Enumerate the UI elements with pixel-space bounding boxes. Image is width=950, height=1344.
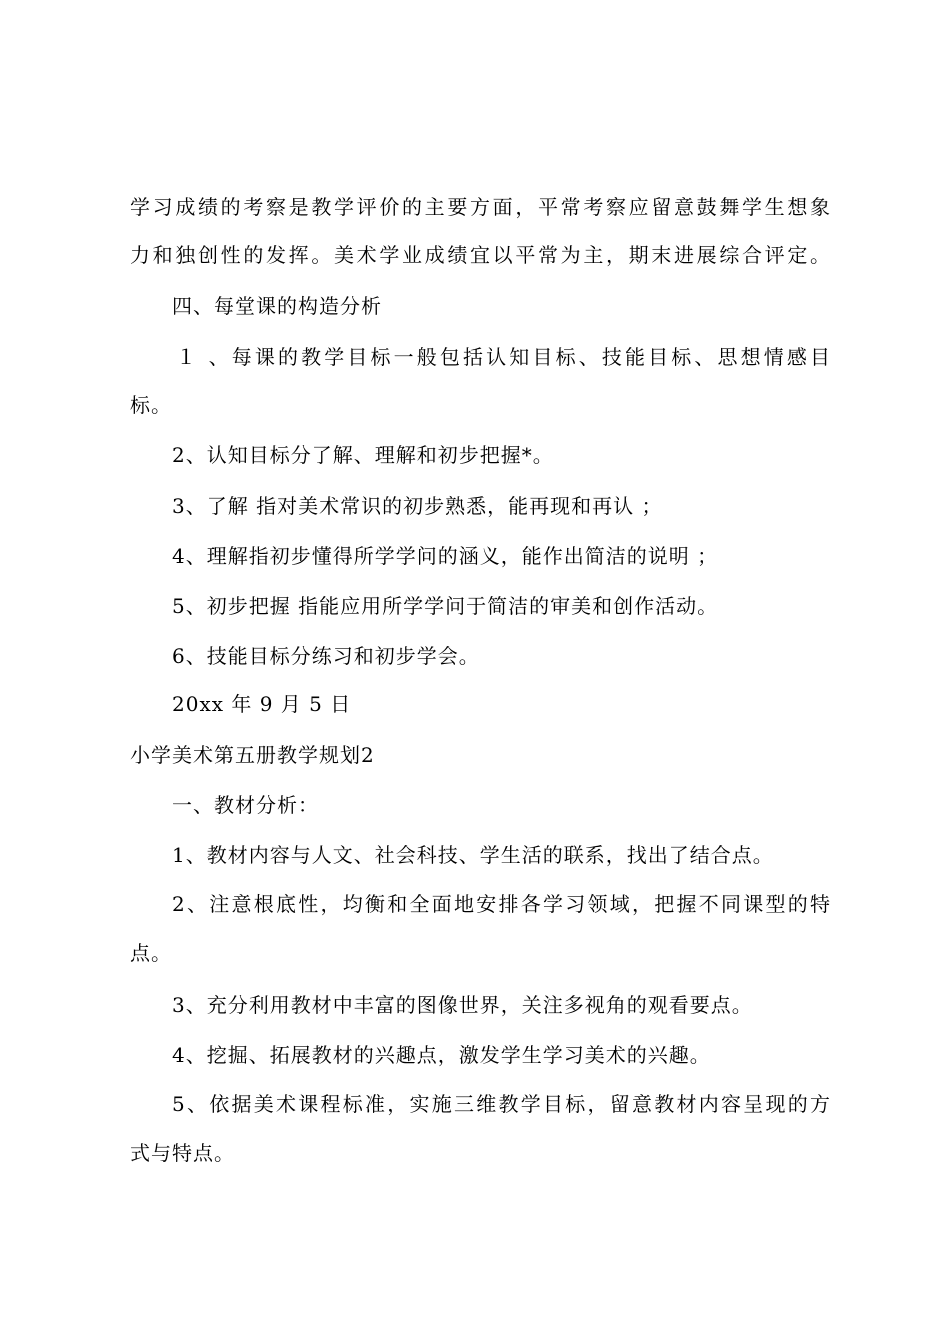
list-item: 2、认知目标分了解、理解和初步把握*。 <box>172 443 554 467</box>
section-heading: 一、教材分析： <box>172 793 319 817</box>
list-item: 6、技能目标分练习和初步学会。 <box>172 644 480 668</box>
paragraph-line: 力和独创性的发挥。美术学业成绩宜以平常为主，期末进展综合评定。 <box>130 243 830 267</box>
paragraph-line: 标。 <box>130 393 172 417</box>
list-item: 4、挖掘、拓展教材的兴趣点，激发学生学习美术的兴趣。 <box>172 1043 711 1067</box>
list-item: 5、初步把握 指能应用所学学问于简洁的审美和创作活动。 <box>172 594 719 618</box>
list-item: 3、了解 指对美术常识的初步熟悉，能再现和再认 ； <box>172 494 663 518</box>
list-item: 3、充分利用教材中丰富的图像世界，关注多视角的观看要点。 <box>172 993 753 1017</box>
paragraph-line: 式与特点。 <box>130 1141 235 1165</box>
list-item: 5、依据美术课程标准，实施三维教学目标，留意教材内容呈现的方 <box>172 1092 830 1116</box>
list-item: 4、理解指初步懂得所学学问的涵义，能作出简洁的说明 ； <box>172 544 719 568</box>
paragraph-line: 点。 <box>130 941 172 965</box>
paragraph-line: １ 、每课的教学目标一般包括认知目标、技能目标、思想情感目 <box>176 345 830 369</box>
date-line: 20xx 年 9 月 5 日 <box>172 692 352 716</box>
section-heading: 四、每堂课的构造分析 <box>172 294 382 318</box>
list-item: 2、注意根底性，均衡和全面地安排各学习领域，把握不同课型的特 <box>172 892 830 916</box>
paragraph-line: 学习成绩的考察是教学评价的主要方面，平常考察应留意鼓舞学生想象 <box>130 195 830 219</box>
list-item: 1、教材内容与人文、社会科技、学生活的联系，找出了结合点。 <box>172 843 774 867</box>
document-title: 小学美术第五册教学规划2 <box>130 743 375 767</box>
